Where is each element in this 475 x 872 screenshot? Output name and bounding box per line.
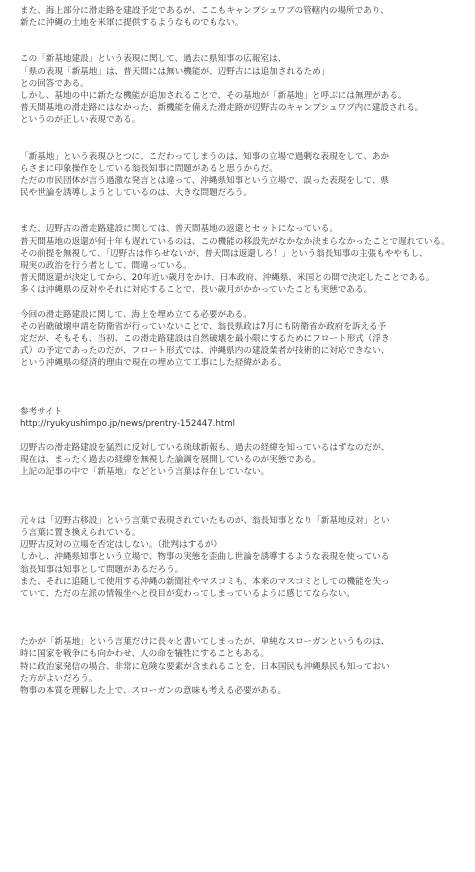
paragraph-spacer [20,479,467,491]
text-line: ただの市民団体が言う過激な発言とは違って、沖縄県知事という立場で、誤った表現をして、県 [20,176,390,187]
text-line: 定だが、そもそも、当初、この滑走路建設は自然破壊を最小限にするためにフロート形式（浮き [20,334,390,345]
text-line: 「県の表現「新基地」は、普天間には無い機能が、辺野古には追加されるため」 [20,66,330,77]
text-line: というのが正しい表現である。 [20,115,141,126]
paragraph-spacer [20,199,467,211]
paragraph-spacer [20,297,467,309]
text-line: その岩礁破壊申請を防衛省が行っていないことで、翁長県政は7月にも防衛省か政府を訴える予 [20,321,387,332]
text-line: また、海上部分に滑走路を建設予定であるが、ここもキャンプシュワブの管轄内の場所であり、 [20,6,390,16]
paragraph-spacer [20,127,467,139]
paragraph-spacer [20,394,467,406]
paragraph-spacer [20,29,467,41]
paragraph-spacer [20,430,467,442]
paragraph [20,406,467,430]
text-line: 時に国家を戦争にも向かわせ、人の命を犠牲にすることもある。 [20,649,269,660]
text-line: 翁長知事は知事として問題があるだろう。 [20,564,184,575]
paragraph-spacer [20,624,467,636]
paragraph-spacer [20,41,467,53]
paragraph-spacer [20,370,467,382]
text-line: 参考サイト [20,406,63,417]
paragraph-spacer [20,211,467,223]
paragraph [20,442,467,479]
paragraph-spacer [20,382,467,394]
text-line: 上記の記事の中で「新基地」などという言葉は存在していない。 [20,467,270,478]
paragraph [20,223,467,296]
text-line: 辺野古の滑走路建設を猛烈に反対している琉球新報も、過去の経緯を知っているはずなのだが、 [20,443,390,454]
paragraph [20,515,467,600]
text-line: 現在は、まったく過去の経緯を無視した論調を展開しているのが実態である。 [20,455,321,466]
text-line: との回答である。 [20,78,89,89]
text-line: らさまに印象操作をしている翁長知事に問題があると思うからだ。 [20,163,278,174]
paragraph-spacer [20,503,467,515]
text-line: しかし、沖縄県知事という立場で、物事の実態を歪曲し世論を誘導するような表現を使っている [20,552,390,563]
paragraph [20,636,467,697]
reference-link[interactable]: http://ryukyushimpo.jp/news/prentry-152447.html [20,418,236,429]
text-line: その前提を無視して、「辺野古は作らせないが、普天間は返還しろ！」という翁長知事の主張もややもし、 [20,248,428,259]
paragraph [20,309,467,370]
text-line: また、辺野古の滑走路建設に関しては、普天間基地の返還とセットになっている。 [20,224,338,235]
paragraph [20,151,467,200]
text-line: 辺野古反対の立場を否定はしない。（批判はするが） [20,540,222,551]
text-line: という沖縄県の経済的理由で現在の埋め立て工事にした経緯がある。 [20,358,287,369]
paragraph-spacer [20,600,467,612]
text-line: う言葉に置き換えられている。 [20,527,141,538]
text-line: 普天間返還が決定してから、20年近い歳月をかけ、日本政府、沖縄県、米国との間で決定したことである。 [20,273,435,284]
text-line: また、それに追随して使用する沖縄の新聞社やマスコミも、本来のマスコミとしての機能を失っ [20,576,390,587]
text-line: この「新基地建設」という表現に関して、過去に県知事の広報室は、 [20,54,287,65]
text-line: しかし、基地の中に新たな機能が追加されることで、その基地が「新基地」と呼ぶには無理がある。 [20,91,407,102]
text-line: 特に政治家発信の場合、非常に危険な要素が含まれることを、日本国民も沖縄県民も知っておい [20,661,390,672]
text-line: ていて、ただの左派の情報坐へと役目が変わってしまっているように感じてならない。 [20,588,355,599]
text-line: 現実の政治を行う者として、間違っている。 [20,261,192,272]
text-line: 新たに沖縄の土地を米軍に提供するようなものでもない。 [20,18,244,29]
paragraph-spacer [20,139,467,151]
text-line: 普天間基地の滑走路にはなかった、新機能を備えた滑走路が辺野古のキャンプシュワブ内に建設される。 [20,103,424,114]
text-line: たかが「新基地」という言葉だけに長々と書いてしまったが、単純なスローガンというものは、 [20,637,390,648]
text-line: 多くは沖縄県の反対やそれに対応することで、長い歳月がかかっていたことも実態である。 [20,285,373,296]
paragraph [20,5,467,29]
text-line: た方がよいだろう。 [20,673,98,684]
text-line: 今回の滑走路建設に関して、海上を埋め立てる必要がある。 [20,309,252,320]
text-line: 民や世論を誘導しようとしているのは、大きな問題だろう。 [20,188,253,199]
text-line: 元々は「辺野古移設」という言葉で表現されていたものが、翁長知事となり「新基地反対」とい [20,515,390,526]
paragraph-spacer [20,612,467,624]
text-line: 物事の本質を理解した上で、スローガンの意味も考える必要がある。 [20,685,287,696]
text-line: 「新基地」という表現ひとつに、こだわってしまうのは、知事の立場で過剰な表現をして、あか [20,151,390,162]
paragraph [20,53,467,126]
paragraph-spacer [20,491,467,503]
text-line: 普天間基地の返還が何十年も遅れているのは、この機能の移設先がなかなか決まらなかったことで遅れている。 [20,236,450,247]
text-line: 式）の予定であったのだが、フロート形式では、沖縄県内の建設業者が技術的に対応できない、 [20,346,390,357]
